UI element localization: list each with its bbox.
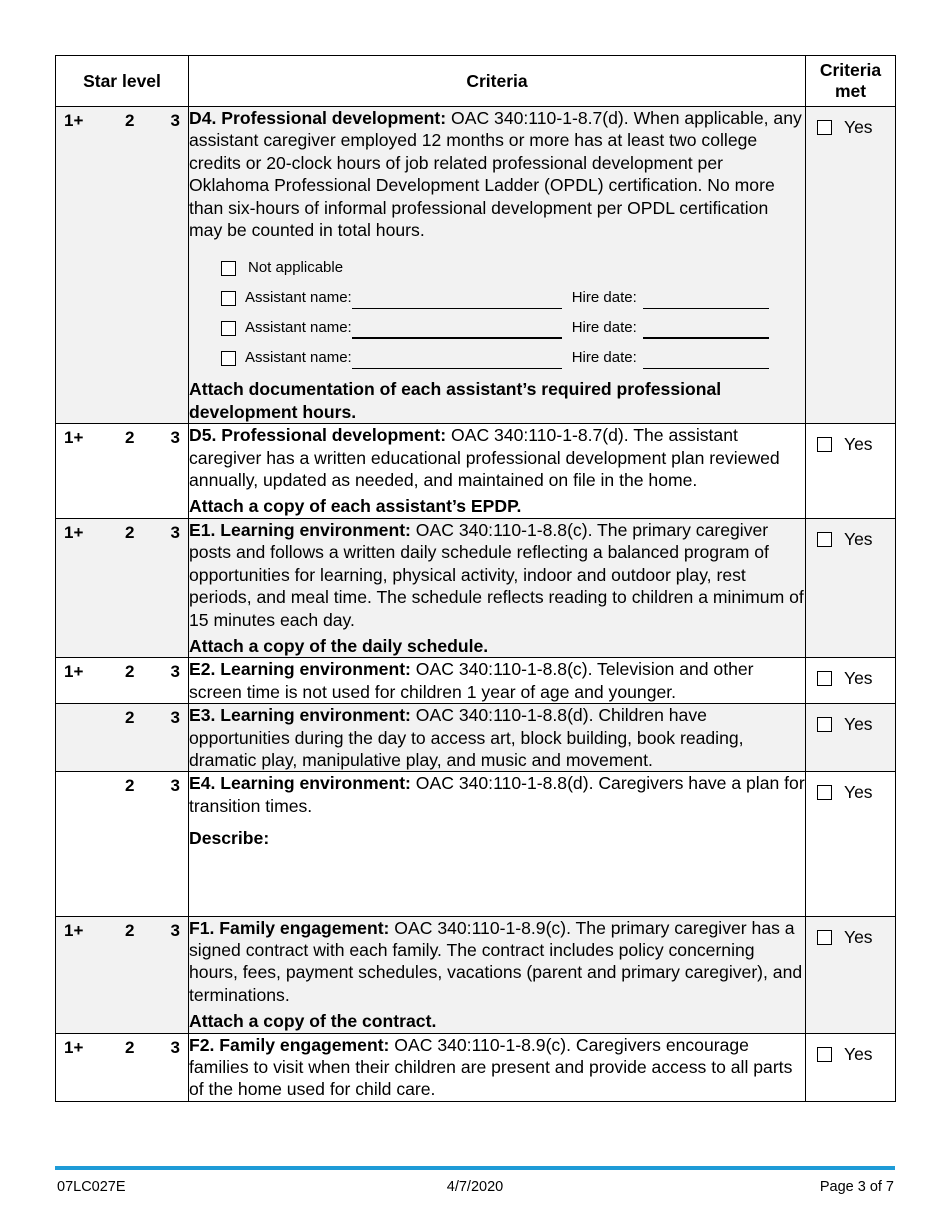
star-3: 3 (170, 920, 180, 940)
assistant-1-name-field[interactable] (352, 292, 562, 309)
criteria-title: E1. Learning environment: (189, 519, 411, 540)
page-number: Page 3 of 7 (819, 1179, 894, 1195)
attach-instruction: Attach a copy of the daily schedule. (189, 635, 489, 656)
assistant-name-label: Assistant name: (245, 319, 352, 337)
form-id: 07LC027E (57, 1179, 126, 1195)
star-levels (56, 107, 189, 424)
criteria-body: OAC 340:110-1-8.8(d). Caregivers have a plan for transition times. (189, 773, 805, 816)
star-levels (56, 424, 189, 519)
star-levels (56, 772, 189, 916)
criteria-met-cell (806, 916, 896, 1033)
row-d4 (56, 107, 896, 424)
assistant-2-hire-date-field[interactable] (643, 321, 769, 339)
assistant-name-label: Assistant name: (245, 289, 352, 307)
star-2: 2 (125, 708, 135, 728)
star-1plus (56, 776, 108, 796)
assistant-3-hire-date-field[interactable] (643, 352, 769, 369)
star-1plus: 1+ (64, 920, 84, 940)
row-f2 (56, 1033, 896, 1101)
star-2: 2 (125, 522, 135, 542)
criteria-met-cell (806, 1033, 896, 1101)
assistant-2-name-field[interactable] (352, 321, 562, 339)
star-2: 2 (125, 662, 135, 682)
attach-instruction: Attach documentation of each assistant’s required professional development hours. (189, 379, 722, 422)
star-3: 3 (170, 522, 180, 542)
star-2: 2 (125, 920, 135, 940)
describe-field[interactable] (189, 850, 805, 916)
yes-checkbox[interactable] (817, 717, 832, 732)
criteria-title: F1. Family engagement: (189, 917, 390, 938)
hire-date-label: Hire date: (571, 289, 637, 307)
yes-checkbox[interactable] (817, 930, 832, 945)
criteria-text (189, 518, 806, 657)
star-2: 2 (125, 776, 135, 796)
criteria-met-cell (806, 772, 896, 916)
star-3: 3 (170, 708, 180, 728)
criteria-text (189, 424, 806, 519)
yes-label: Yes (844, 117, 873, 137)
star-3: 3 (170, 776, 180, 796)
star-3: 3 (170, 1037, 180, 1057)
criteria-met-cell (806, 658, 896, 704)
star-levels (56, 704, 189, 772)
header-criteria-met: Criteria met (806, 56, 896, 107)
footer-rule (55, 1166, 895, 1170)
criteria-body: OAC 340:110-1-8.8(d). Children have opportunities during the day to access art, block building, book reading, dramatic play, manipulative play, and music and movement. (189, 705, 744, 770)
row-d5 (56, 424, 896, 519)
star-levels (56, 518, 189, 657)
criteria-title: E4. Learning environment: (189, 773, 411, 794)
star-1plus: 1+ (64, 428, 84, 448)
row-e2 (56, 658, 896, 704)
describe-label: Describe: (189, 828, 270, 849)
star-3: 3 (170, 428, 180, 448)
yes-checkbox[interactable] (817, 785, 832, 800)
star-1plus: 1+ (64, 522, 84, 542)
attach-instruction: Attach a copy of the contract. (189, 1011, 437, 1032)
assistant-2-checkbox[interactable] (221, 321, 236, 336)
criteria-table (55, 55, 896, 1102)
criteria-text (189, 107, 806, 424)
star-levels (56, 916, 189, 1033)
star-1plus: 1+ (64, 1037, 84, 1057)
star-1plus (56, 708, 108, 728)
yes-label: Yes (844, 1043, 873, 1064)
attach-instruction: Attach a copy of each assistant’s EPDP. (189, 496, 522, 517)
criteria-title: D4. Professional development: (189, 108, 447, 128)
assistant-1-checkbox[interactable] (221, 291, 236, 306)
criteria-met-cell (806, 518, 896, 657)
star-3: 3 (170, 111, 180, 130)
criteria-text (189, 772, 806, 916)
criteria-title: E2. Learning environment: (189, 659, 411, 680)
yes-label: Yes (844, 714, 873, 735)
row-e3 (56, 704, 896, 772)
assistant-name-label: Assistant name: (245, 349, 352, 367)
not-applicable-checkbox[interactable] (221, 261, 236, 276)
assistant-3-name-field[interactable] (352, 352, 562, 369)
criteria-title: F2. Family engagement: (189, 1034, 390, 1055)
yes-label: Yes (844, 668, 873, 689)
assistant-3-checkbox[interactable] (221, 351, 236, 366)
yes-label: Yes (844, 782, 873, 803)
star-2: 2 (125, 1037, 135, 1057)
criteria-met-cell (806, 704, 896, 772)
criteria-met-cell (806, 424, 896, 519)
criteria-title: E3. Learning environment: (189, 705, 411, 726)
star-levels (56, 1033, 189, 1101)
row-e1 (56, 518, 896, 657)
criteria-body: OAC 340:110-1-8.7(d). The assistant caregiver has a written educational professional development plan reviewed annually, updated as needed, and maintained on file in the home. (189, 425, 780, 491)
star-levels (56, 658, 189, 704)
star-1plus: 1+ (64, 662, 84, 682)
header-star-level: Star level (56, 56, 189, 107)
not-applicable-label: Not applicable (248, 259, 344, 277)
yes-checkbox[interactable] (817, 1047, 832, 1062)
criteria-text (189, 1033, 806, 1101)
yes-checkbox[interactable] (817, 120, 832, 135)
criteria-body: OAC 340:110-1-8.9(c). Caregivers encourage families to visit when their children are present and provide access to all parts of the home used for child care. (189, 1034, 793, 1100)
criteria-text (189, 916, 806, 1033)
criteria-body: OAC 340:110-1-8.9(c). The primary caregiver has a signed contract with each family. The contract includes policy concerning hours, fees, payment schedules, vacations (parent and primary caregiver), and terminations. (189, 917, 803, 1005)
header-criteria: Criteria (189, 56, 806, 107)
criteria-text (189, 704, 806, 772)
revision-date: 4/7/2020 (446, 1179, 504, 1195)
criteria-body: OAC 340:110-1-8.8(c). Television and other screen time is not used for children 1 year of age and younger. (189, 659, 754, 702)
star-3: 3 (170, 662, 180, 682)
yes-checkbox[interactable] (817, 671, 832, 686)
star-2: 2 (125, 111, 135, 130)
criteria-body: OAC 340:110-1-8.7(d). When applicable, any assistant caregiver employed 12 months or more has at least two college credits or 20-clock hours of job related professional development per Oklahoma Professional Development Ladder (OPDL) certification. No more than six-hours of informal professional development per OPDL certification may be counted in total hours. (189, 108, 802, 241)
yes-checkbox[interactable] (817, 437, 832, 452)
star-1plus: 1+ (64, 111, 84, 130)
criteria-body: OAC 340:110-1-8.8(c). The primary caregiver posts and follows a written daily schedule reflecting a balanced program of opportunities for learning, physical activity, indoor and outdoor play, rest periods, and meal time. The schedule reflects reading to children a minimum of 15 minutes each day. (189, 519, 804, 630)
yes-label: Yes (844, 926, 873, 947)
assistant-checklist (221, 255, 805, 369)
hire-date-label: Hire date: (571, 319, 637, 337)
row-e4 (56, 772, 896, 916)
yes-checkbox[interactable] (817, 532, 832, 547)
yes-label: Yes (844, 528, 873, 549)
criteria-met-cell (806, 107, 896, 424)
hire-date-label: Hire date: (571, 349, 637, 367)
yes-label: Yes (844, 434, 873, 455)
row-f1 (56, 916, 896, 1033)
star-2: 2 (125, 428, 135, 448)
criteria-title: D5. Professional development: (189, 425, 447, 446)
criteria-text (189, 658, 806, 704)
assistant-1-hire-date-field[interactable] (643, 292, 769, 309)
